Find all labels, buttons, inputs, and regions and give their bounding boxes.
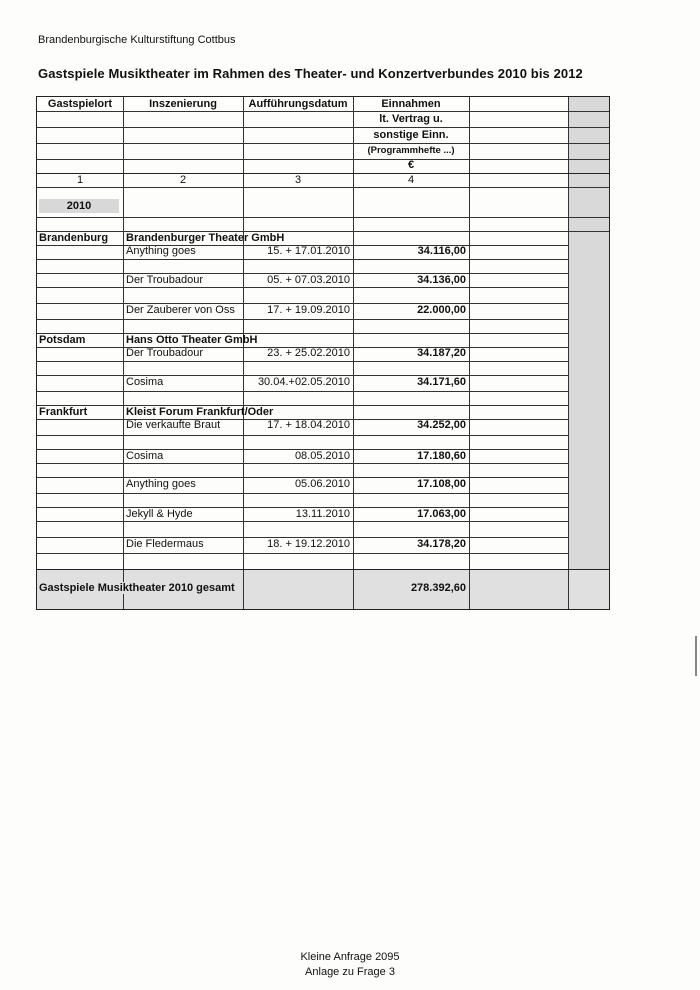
column-header-date: Aufführungsdatum bbox=[248, 98, 348, 110]
performance-date: 23. + 25.02.2010 bbox=[267, 347, 350, 359]
row-divider bbox=[37, 553, 568, 554]
row-divider bbox=[37, 143, 609, 144]
row-divider bbox=[37, 463, 568, 464]
production-title: Anything goes bbox=[126, 245, 196, 257]
row-divider bbox=[37, 231, 609, 232]
production-title: Cosima bbox=[126, 376, 164, 388]
column-header-revenue: Einnahmen bbox=[381, 98, 441, 110]
performance-date: 17. + 19.09.2010 bbox=[267, 304, 350, 316]
column-header-currency: € bbox=[407, 159, 415, 171]
performance-date: 05. + 07.03.2010 bbox=[267, 274, 350, 286]
row-divider bbox=[37, 187, 609, 188]
row-divider bbox=[37, 569, 609, 570]
performance-date: 17. + 18.04.2010 bbox=[267, 419, 350, 431]
year-label: 2010 bbox=[66, 200, 92, 212]
row-divider bbox=[37, 435, 568, 436]
production-title: Der Zauberer von Oss bbox=[126, 304, 235, 316]
production-title: Anything goes bbox=[126, 478, 196, 490]
row-divider bbox=[37, 259, 568, 260]
production-title: Der Troubadour bbox=[126, 274, 204, 286]
production-title: Jekyll & Hyde bbox=[126, 508, 193, 520]
row-divider bbox=[37, 391, 568, 392]
ensemble-name: Brandenburger Theater GmbH bbox=[126, 232, 285, 244]
document-title: Gastspiele Musiktheater im Rahmen des Theater- und Konzertverbundes 2010 bis 2012 bbox=[38, 66, 583, 81]
row-divider bbox=[37, 127, 609, 128]
column-header-production: Inszenierung bbox=[149, 98, 217, 110]
ensemble-name: Hans Otto Theater GmbH bbox=[126, 334, 258, 346]
row-divider bbox=[37, 319, 568, 320]
performance-date: 30.04.+02.05.2010 bbox=[257, 376, 350, 388]
revenue-amount: 17.063,00 bbox=[417, 508, 466, 520]
row-divider bbox=[37, 217, 609, 218]
row-divider bbox=[37, 333, 568, 334]
production-title: Die verkaufte Braut bbox=[126, 419, 221, 431]
row-divider bbox=[37, 287, 568, 288]
total-label: Gastspiele Musiktheater 2010 gesamt bbox=[39, 582, 239, 594]
column-header-place: Gastspielort bbox=[47, 98, 113, 110]
place-frankfurt: Frankfurt bbox=[39, 406, 88, 418]
row-divider bbox=[37, 521, 568, 522]
revenue-amount: 34.136,00 bbox=[417, 274, 466, 286]
column-number: 2 bbox=[179, 174, 187, 186]
revenue-table bbox=[36, 96, 610, 610]
performance-date: 08.05.2010 bbox=[294, 450, 350, 462]
row-divider bbox=[37, 159, 609, 160]
column-number: 4 bbox=[407, 174, 415, 186]
revenue-amount: 34.187,20 bbox=[417, 347, 466, 359]
production-title: Der Troubadour bbox=[126, 347, 204, 359]
scan-edge-mark bbox=[695, 636, 697, 676]
revenue-amount: 22.000,00 bbox=[417, 304, 466, 316]
place-brandenburg: Brandenburg bbox=[39, 232, 109, 244]
footer-inquiry: Kleine Anfrage 2095 bbox=[300, 951, 400, 963]
total-amount: 278.392,60 bbox=[410, 582, 466, 594]
revenue-amount: 34.116,00 bbox=[417, 245, 466, 257]
revenue-amount: 17.180,60 bbox=[417, 450, 466, 462]
column-number: 1 bbox=[76, 174, 84, 186]
column-header-revenue-line4: (Programmhefte ...) bbox=[367, 145, 455, 156]
ensemble-name: Kleist Forum Frankfurt/Oder bbox=[126, 406, 274, 418]
row-divider bbox=[37, 361, 568, 362]
footer-attachment: Anlage zu Frage 3 bbox=[305, 966, 395, 978]
place-potsdam: Potsdam bbox=[39, 334, 86, 346]
revenue-amount: 34.178,20 bbox=[417, 538, 466, 550]
row-divider bbox=[37, 405, 568, 406]
performance-date: 05.06.2010 bbox=[294, 478, 350, 490]
organization-name: Brandenburgische Kulturstiftung Cottbus bbox=[38, 34, 236, 46]
production-title: Die Fledermaus bbox=[126, 538, 204, 550]
column-header-revenue-line3: sonstige Einn. bbox=[373, 129, 449, 141]
production-title: Cosima bbox=[126, 450, 164, 462]
performance-date: 15. + 17.01.2010 bbox=[267, 245, 350, 257]
column-header-revenue-line2: lt. Vertrag u. bbox=[379, 113, 443, 125]
row-divider bbox=[37, 111, 609, 112]
revenue-amount: 34.252,00 bbox=[417, 419, 466, 431]
revenue-amount: 34.171,60 bbox=[417, 376, 466, 388]
column-number: 3 bbox=[294, 174, 302, 186]
performance-date: 13.11.2010 bbox=[295, 508, 350, 520]
row-divider bbox=[37, 493, 568, 494]
performance-date: 18. + 19.12.2010 bbox=[267, 538, 350, 550]
revenue-amount: 17.108,00 bbox=[417, 478, 466, 490]
